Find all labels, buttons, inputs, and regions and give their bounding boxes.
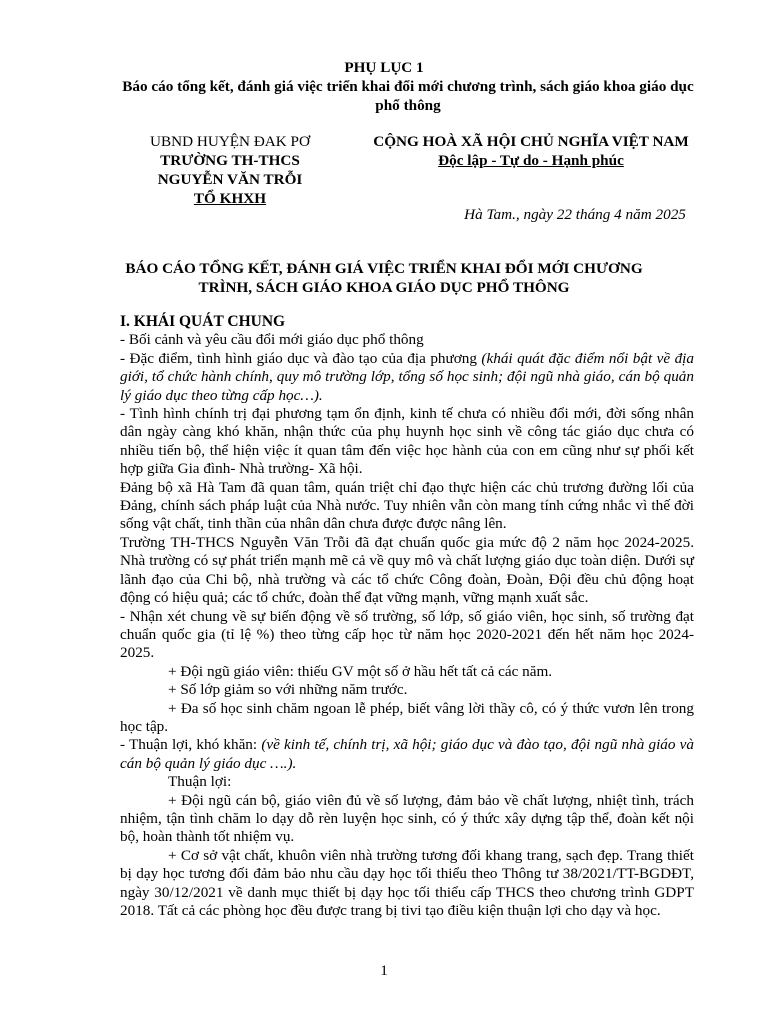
paragraph-local-situation-text: - Đặc điểm, tình hình giáo dục và đào tạo của địa phương bbox=[120, 349, 482, 367]
paragraph-party-committee: Đảng bộ xã Hà Tam đã quan tâm, quán triệt chỉ đạo thực hiện các chủ trương đường lối của Đảng, chính sách pháp luật của Nhà nước. Tuy nhiên vẫn còn mang tính cứng nhắc vì thế đời sống vật chất, tinh thần của nhân dân chưa được được nâng lên. bbox=[120, 478, 694, 533]
paragraph-advantages-difficulties-note: (về kinh tế, chính trị, xã hội; giáo dục và đào tạo, đội ngũ nhà giáo và cán bộ quản lý giáo dục ….). bbox=[120, 736, 694, 772]
department-name: TỔ KHXH bbox=[193, 190, 267, 207]
district-name: UBND HUYỆN ĐAK PƠ bbox=[150, 133, 310, 150]
paragraph-advantages-difficulties-text: - Thuận lợi, khó khăn: bbox=[120, 736, 262, 754]
paragraph-political-situation: - Tình hình chính trị đại phương tạm ổn định, kinh tế chưa có nhiều đổi mới, đời sống nhân dân ngày càng khó khăn, nhận thức của phụ huynh học sinh về công tác giáo dục chưa có nhiều tiến bộ, thể hiện việc ít quan tâm đến việc học hành của con em cũng như sự phối kết hợp giữa Gia đình- Nhà trường- Xã hội. bbox=[120, 405, 694, 478]
appendix-subtitle: Báo cáo tổng kết, đánh giá việc triển khai đổi mới chương trình, sách giáo khoa giáo dục phổ thông bbox=[122, 78, 694, 114]
bullet-classes: + Số lớp giảm so với những năm trước. bbox=[168, 681, 408, 699]
school-name-line2: NGUYỄN VĂN TRỖI bbox=[157, 171, 303, 188]
paragraph-local-situation-note: (khái quát đặc điểm nổi bật về địa giới, tổ chức hành chính, quy mô trường lớp, tổng số học sinh; đội ngũ nhà giáo, cán bộ quản lý giáo dục theo từng cấp học…). bbox=[120, 349, 694, 404]
section-heading: I. KHÁI QUÁT CHUNG bbox=[120, 313, 286, 330]
national-header bbox=[358, 132, 704, 170]
school-name-line1: TRƯỜNG TH-THCS bbox=[160, 152, 300, 169]
document-date: Hà Tam., ngày 22 tháng 4 năm 2025 bbox=[464, 206, 686, 223]
paragraph-general-remarks: - Nhận xét chung về sự biến động về số trường, số lớp, số giáo viên, học sinh, số trường đạt chuẩn quốc gia (tỉ lệ %) theo từng cấp học từ năm học 2020-2021 đến hết năm học 2024-2025. bbox=[120, 607, 694, 662]
country-name: CỘNG HOÀ XÃ HỘI CHỦ NGHĨA VIỆT NAM bbox=[373, 133, 689, 150]
bullet-teachers: + Đội ngũ giáo viên: thiếu GV một số ở hầu hết tất cả các năm. bbox=[168, 662, 553, 680]
paragraph-advantages-difficulties bbox=[120, 736, 694, 773]
appendix-title: PHỤ LỤC 1 bbox=[344, 59, 424, 76]
bullet-students: + Đa số học sinh chăm ngoan lễ phép, biết vâng lời thầy cô, có ý thức vươn lên trong học tập. bbox=[120, 699, 694, 735]
page-number: 1 bbox=[380, 962, 388, 979]
paragraph-context: - Bối cảnh và yêu cầu đổi mới giáo dục phổ thông bbox=[120, 331, 424, 349]
bullet-facilities: + Cơ sở vật chất, khuôn viên nhà trường tương đối khang trang, sạch đẹp. Trang thiết bị dạy học tương đối đảm bảo nhu cầu dạy học tối thiểu theo Thông tư 38/2021/TT-BGDĐT, ngày 30/12/2021 về danh mục thiết bị dạy học tối thiểu cấp THCS theo chương trình GDPT 2018. Tất cả các phòng học đều được trang bị tivi tạo điều kiện thuận lợi cho dạy và học. bbox=[120, 846, 694, 919]
document-body bbox=[120, 313, 694, 920]
paragraph-local-situation bbox=[120, 350, 694, 405]
bullet-staff: + Đội ngũ cán bộ, giáo viên đủ về số lượng, đảm bảo về chất lượng, nhiệt tình, trách nhiệm, tận tình chăm lo dạy dỗ rèn luyện học sinh, có ý thức xây dựng tập thể, đoàn kết nội bộ, hoàn thành tốt nhiệm vụ. bbox=[120, 791, 694, 846]
organization-header bbox=[130, 132, 330, 208]
paragraph-school-status: Trường TH-THCS Nguyễn Văn Trỗi đã đạt chuẩn quốc gia mức độ 2 năm học 2024-2025. Nhà trường có sự phát triển mạnh mẽ cả về quy mô và chất lượng giáo dục toàn diện. Dưới sự lãnh đạo của Chi bộ, nhà trường và các tổ chức Công đoàn, Đoàn, Đội đều chủ động hoạt động có hiệu quả; các tổ chức, đoàn thể đạt vững mạnh, vững mạnh xuất sắc. bbox=[120, 533, 694, 607]
subheading-advantages: Thuận lợi: bbox=[168, 773, 232, 791]
report-title: BÁO CÁO TỔNG KẾT, ĐÁNH GIÁ VIỆC TRIỂN KHAI ĐỔI MỚI CHƯƠNG TRÌNH, SÁCH GIÁO KHOA GIÁO DỤC PHỔ THÔNG bbox=[125, 260, 643, 296]
national-motto: Độc lập - Tự do - Hạnh phúc bbox=[438, 152, 624, 169]
